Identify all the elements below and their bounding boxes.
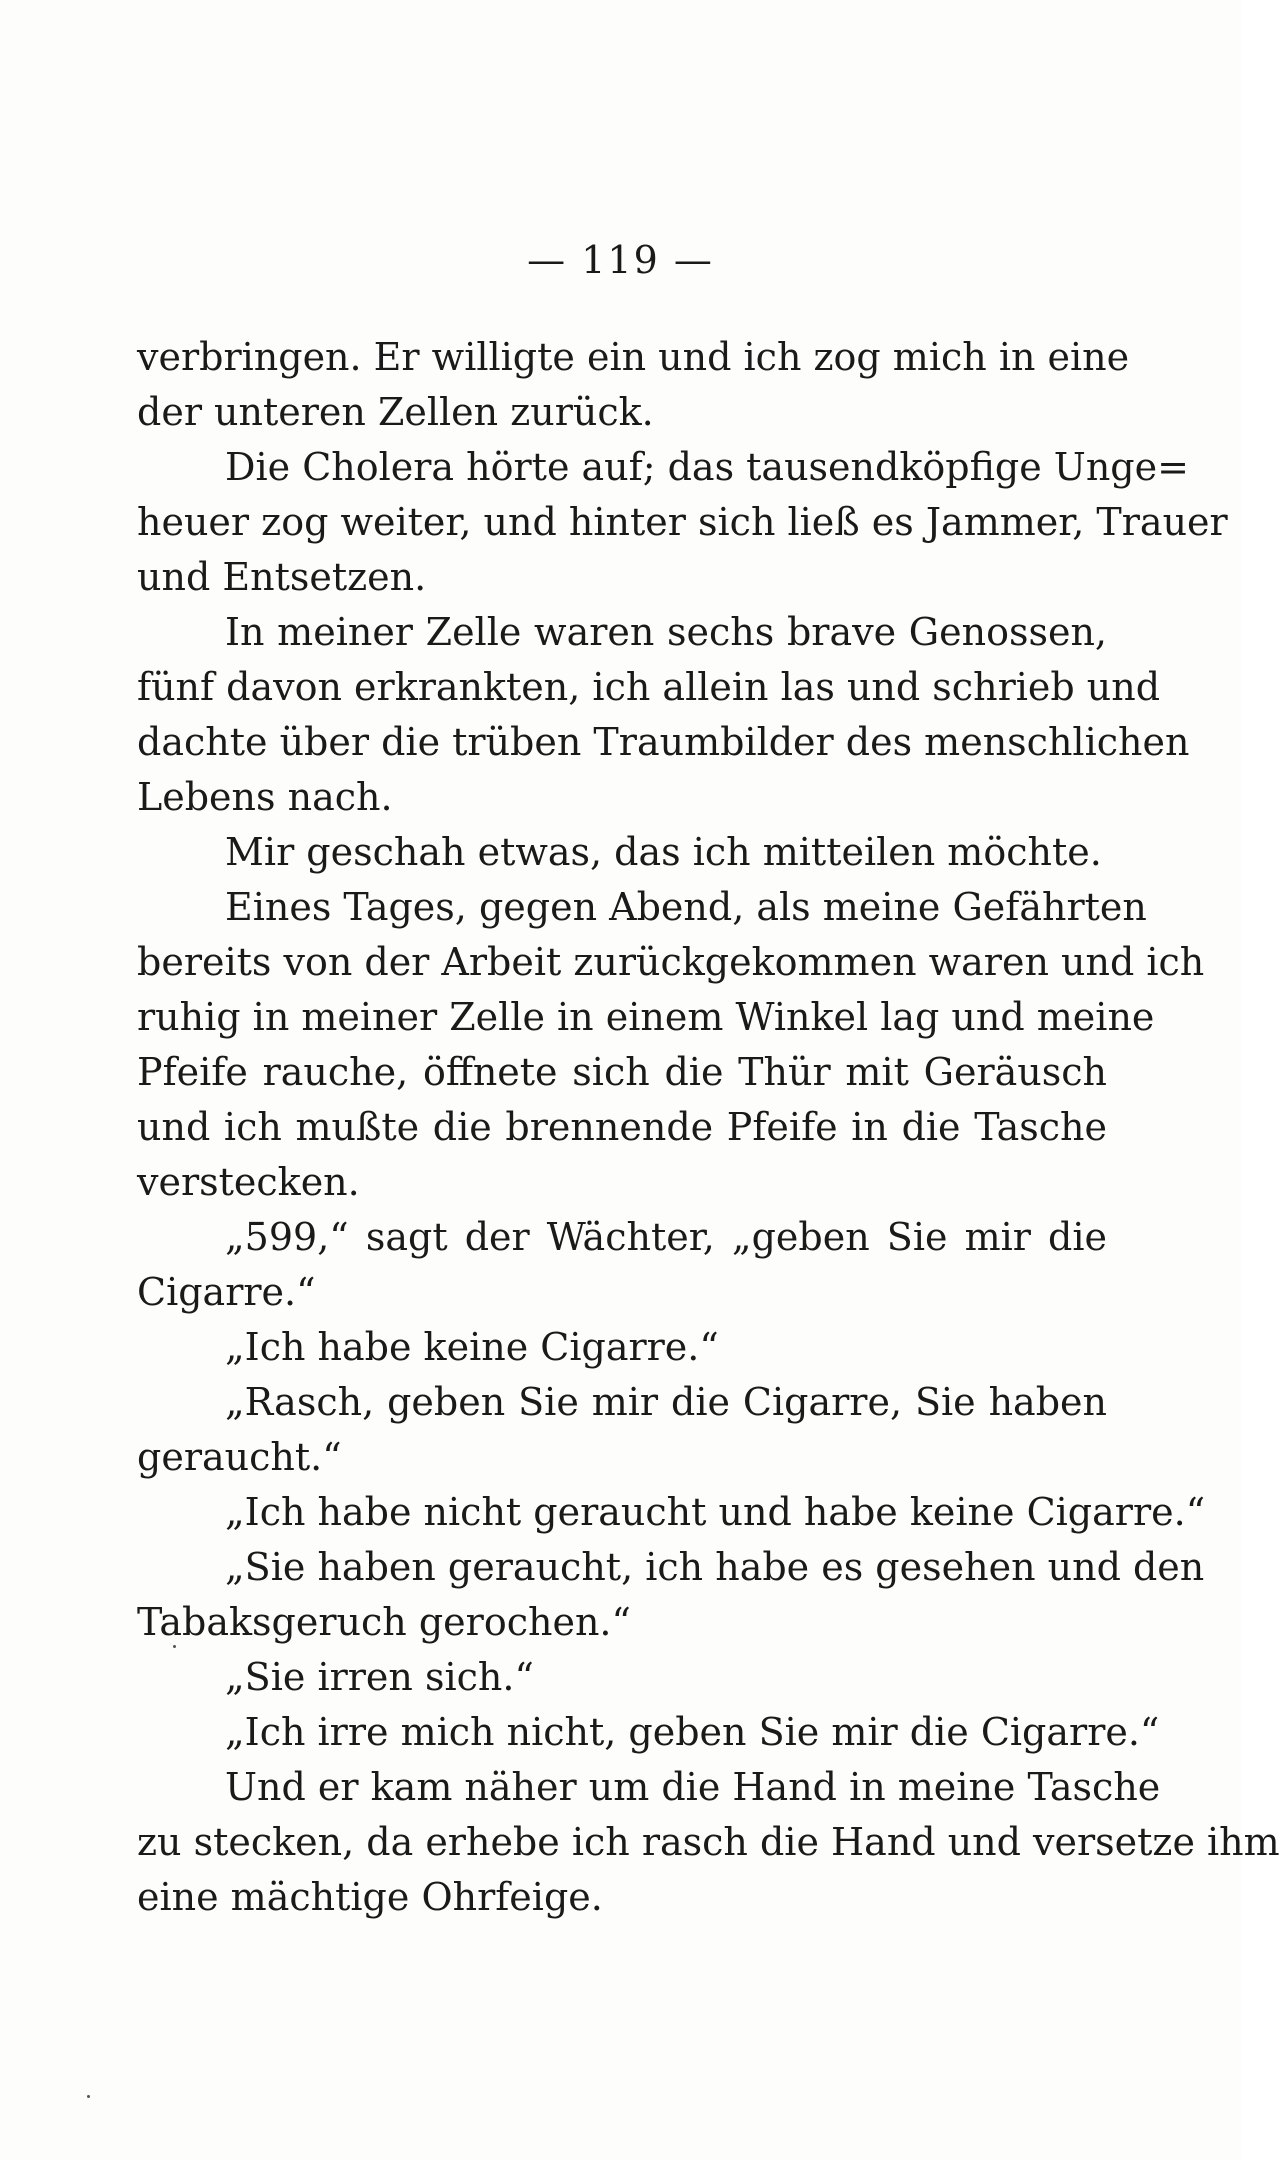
text-line: „Rasch, geben Sie mir die Cigarre, Sie haben [225,1380,1107,1424]
text-line: zu stecken, da erhebe ich rasch die Hand und versetze ihm [137,1820,1280,1864]
text-line: Cigarre.“ [137,1270,316,1314]
text-line: Pfeife rauche, öffnete sich die Thür mit Geräusch [137,1050,1107,1094]
body-text [137,330,1280,1925]
text-line: verbringen. Er willigte ein und ich zog mich in eine [137,335,1130,379]
text-line: und Entsetzen. [137,555,427,599]
text-line: In meiner Zelle waren sechs brave Genossen, [225,610,1107,654]
text-line: Mir geschah etwas, das ich mitteilen möchte. [225,830,1102,874]
text-line: verstecken. [137,1160,360,1204]
text-line: „Sie irren sich.“ [225,1655,534,1699]
text-line: ruhig in meiner Zelle in einem Winkel lag und meine [137,995,1155,1039]
text-line: eine mächtige Ohrfeige. [137,1875,603,1919]
text-line: heuer zog weiter, und hinter sich ließ es Jammer, Trauer [137,500,1228,544]
page-number: — 119 — [527,238,714,282]
print-speck [87,2095,90,2098]
text-line: und ich mußte die brennende Pfeife in die Tasche [137,1105,1107,1149]
text-line: Und er kam näher um die Hand in meine Tasche [225,1765,1161,1809]
text-line: Die Cholera hörte auf; das tausendköpfige Unge= [225,445,1189,489]
print-speck [173,1645,176,1648]
text-line: fünf davon erkrankten, ich allein las und schrieb und [137,665,1161,709]
text-line: Lebens nach. [137,775,393,819]
text-line: „Ich habe keine Cigarre.“ [225,1325,719,1369]
text-line: „Ich habe nicht geraucht und habe keine Cigarre.“ [225,1490,1206,1534]
text-line: bereits von der Arbeit zurückgekommen waren und ich [137,940,1205,984]
text-line: Tabaksgeruch gerochen.“ [137,1600,631,1644]
text-line: der unteren Zellen zurück. [137,390,654,434]
text-line: „Sie haben geraucht, ich habe es gesehen und den [225,1545,1205,1589]
text-line: geraucht.“ [137,1435,342,1479]
text-line: dachte über die trüben Traumbilder des menschlichen [137,720,1190,764]
text-line: „599,“ sagt der Wächter, „geben Sie mir die [225,1215,1107,1259]
text-line: Eines Tages, gegen Abend, als meine Gefährten [225,885,1147,929]
text-line: „Ich irre mich nicht, geben Sie mir die Cigarre.“ [225,1710,1160,1754]
